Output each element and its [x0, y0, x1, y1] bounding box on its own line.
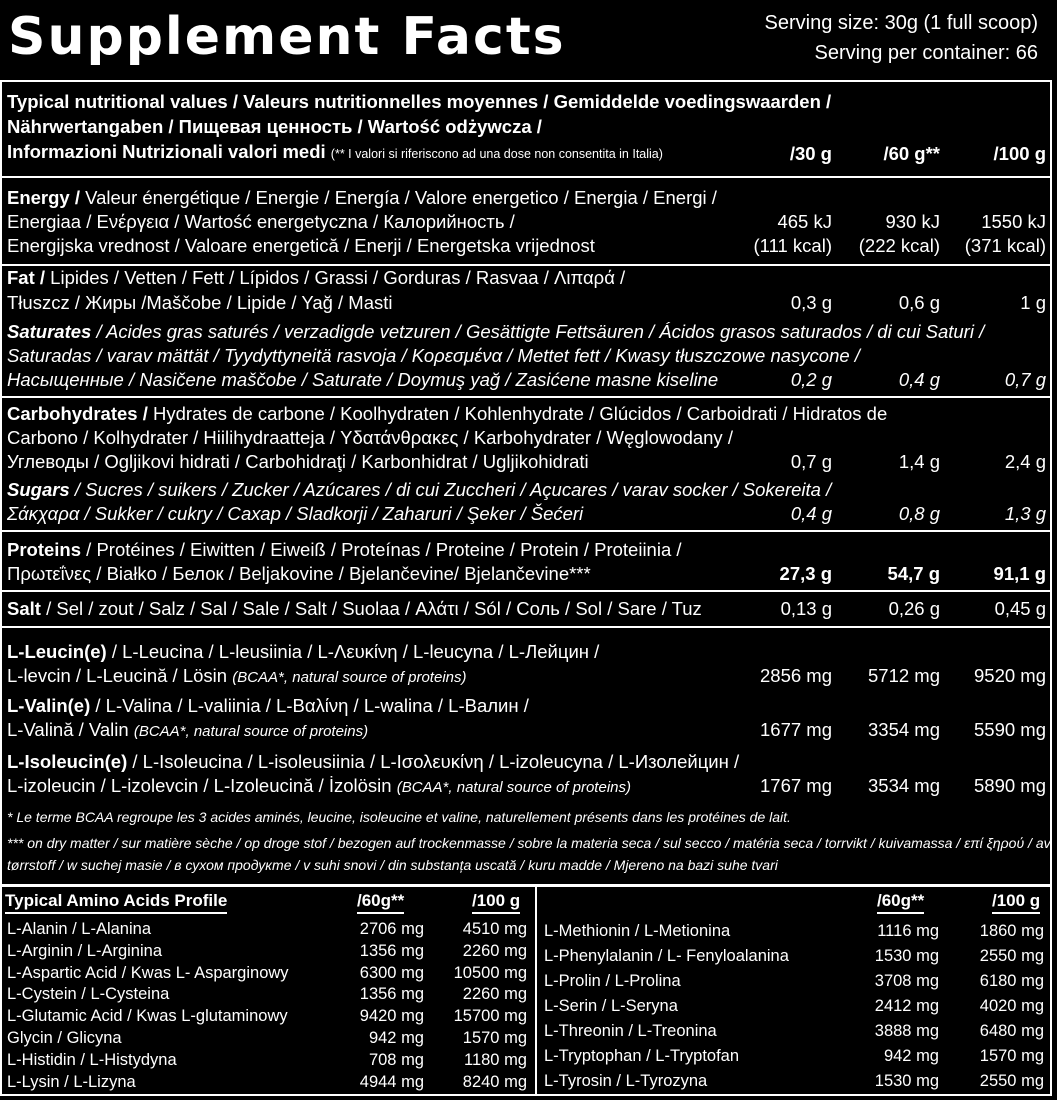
leucin-label: L-Leucin(e) — [7, 641, 107, 662]
proteins-text-1: / Protéines / Eiwitten / Eiweiß / Proteínas / Proteine / Protein / Proteiinia / — [81, 539, 682, 560]
saturates-60: 0,4 g — [898, 369, 940, 390]
amino-value-60g: 2412 mg — [874, 997, 939, 1015]
amino-value-60g: 1530 mg — [874, 1072, 939, 1090]
isoleucin-text-2: L-izoleucin / L-izolevcin / L-Izoleucină / İzolösin — [7, 775, 397, 796]
energy-label: Energy / — [7, 187, 80, 208]
divider — [2, 176, 1050, 178]
amino-value-60g: 942 mg — [368, 1029, 424, 1047]
fat-label: Fat / — [7, 267, 46, 288]
energy-kcal-30: (111 kcal) — [753, 235, 832, 256]
sugars-line-1 — [7, 478, 831, 502]
amino-acids-profile — [0, 884, 1052, 1096]
isoleucin-line-1 — [7, 750, 739, 774]
proteins-line-1 — [7, 538, 682, 562]
proteins-label: Proteins — [7, 539, 82, 560]
carbs-line-3: Углеводы / Ogljikovi hidrati / Carbohidraţi / Karbonhidrat / Ugljikohidrati — [7, 451, 589, 472]
amino-value-100g: 2550 mg — [979, 947, 1044, 965]
amino-row — [2, 1005, 535, 1027]
amino-left-col-60: /60g** — [357, 890, 404, 914]
salt-line-1 — [7, 597, 702, 621]
amino-row — [539, 1045, 1050, 1067]
valin-line-2 — [7, 718, 368, 744]
amino-name: L-Phenylalanin / L- Fenyloalanina — [544, 947, 789, 965]
amino-value-60g: 2706 mg — [359, 920, 424, 938]
proteins-line-2: Πρωτεΐνες / Białko / Белок / Beljakovine / Bjelančevine/ Bjelančevine*** — [7, 563, 591, 584]
carbs-line-2: Carbono / Kolhydrater / Hiilihydraatteja / Υδατάνθρακες / Karbohydrater / Węglowodany / — [7, 427, 733, 448]
amino-name: L-Tyrosin / L-Tyrozyna — [544, 1072, 708, 1090]
saturates-30: 0,2 g — [790, 369, 832, 390]
column-header-100g: /100 g — [993, 143, 1046, 164]
amino-value-60g: 6300 mg — [359, 963, 424, 982]
saturates-line-3: Насыщенные / Nasičene maščobe / Saturate / Doymuş yağ / Zasićene masne kiseline — [7, 369, 719, 390]
amino-value-100g: 8240 mg — [462, 1072, 527, 1091]
amino-row — [2, 1071, 535, 1093]
amino-value-60g: 9420 mg — [359, 1007, 424, 1026]
saturates-line-2: Saturadas / varav mättät / Tyydyttyneitä rasvoja / Κορεσμένα / Mettet fett / Kwasy tłuszczowe nasycone / — [7, 345, 860, 366]
amino-row — [539, 945, 1050, 967]
leucin-text-1: / L-Leucina / L-leusiinia / L-Λευκίνη / L-leucyna / L-Лейцин / — [106, 641, 600, 662]
sugars-line-2: Σάκχαρα / Sukker / cukry / Сахар / Sladkorji / Zaharuri / Şeker / Šećeri — [7, 503, 584, 524]
amino-value-60g: 4944 mg — [359, 1072, 424, 1091]
amino-name: L-Cystein / L-Cysteina — [7, 985, 170, 1004]
amino-name: Glycin / Glicyna — [7, 1029, 122, 1047]
carbs-label: Carbohydrates / — [7, 403, 148, 424]
amino-value-60g: 942 mg — [883, 1047, 939, 1065]
sugars-60: 0,8 g — [898, 503, 940, 524]
amino-value-60g: 1356 mg — [359, 985, 424, 1004]
proteins-30: 27,3 g — [779, 563, 832, 584]
proteins-100: 91,1 g — [993, 563, 1046, 584]
amino-value-100g: 4020 mg — [979, 997, 1044, 1015]
serving-size: Serving size: 30g (1 full scoop) — [764, 12, 1038, 34]
isoleucin-60: 3534 mg — [868, 775, 940, 796]
divider — [2, 590, 1050, 592]
divider — [2, 530, 1050, 532]
salt-30: 0,13 g — [780, 598, 832, 619]
amino-right-col-60: /60g** — [877, 890, 924, 914]
leucin-bcaa-note: (BCAA*, natural source of proteins) — [232, 669, 467, 686]
fat-100: 1 g — [1020, 292, 1046, 313]
amino-value-100g: 15700 mg — [453, 1007, 527, 1026]
valin-100: 5590 mg — [974, 719, 1046, 740]
energy-kj-60: 930 kJ — [885, 211, 940, 232]
amino-value-100g: 1180 mg — [464, 1050, 527, 1069]
amino-row — [539, 995, 1050, 1017]
amino-right-col-100: /100 g — [992, 890, 1040, 914]
amino-name: L-Serin / L-Seryna — [544, 997, 678, 1015]
leucin-60: 5712 mg — [868, 665, 940, 686]
amino-row — [539, 920, 1050, 942]
amino-row — [539, 1070, 1050, 1092]
divider — [2, 626, 1050, 628]
amino-value-60g: 3708 mg — [874, 972, 939, 990]
amino-row — [2, 940, 535, 962]
dry-matter-footnote-1: *** on dry matter / sur matière sèche / op droge stof / bezogen auf trockenmasse / sobre la materia seca / sul secco / matéria seca / torrvikt / kuivamassa / επί ξηρού / av — [7, 835, 1051, 851]
amino-row — [2, 962, 535, 984]
divider — [2, 396, 1050, 398]
amino-value-100g: 6480 mg — [979, 1022, 1044, 1040]
fat-text-1: Lipides / Vetten / Fett / Lípidos / Grassi / Gorduras / Rasvaa / Λιπαρά / — [45, 267, 626, 288]
amino-value-60g: 1530 mg — [874, 947, 939, 965]
amino-value-60g: 1356 mg — [359, 941, 424, 960]
typical-line-3 — [7, 140, 663, 166]
valin-30: 1677 mg — [760, 719, 832, 740]
amino-value-100g: 6180 mg — [979, 972, 1044, 990]
column-header-30g: /30 g — [789, 143, 832, 164]
amino-row — [539, 1020, 1050, 1042]
typical-line-3-label: Informazioni Nutrizionali valori medi — [7, 141, 326, 162]
amino-row — [2, 918, 535, 940]
salt-text-1: / Sel / zout / Salz / Sal / Sale / Salt / Suolaa / Αλάτι / Sól / Соль / Sol / Sare / Tuz — [40, 598, 702, 619]
amino-value-100g: 10500 mg — [453, 963, 527, 982]
fat-30: 0,3 g — [790, 292, 832, 313]
carbs-line-1 — [7, 402, 887, 426]
salt-100: 0,45 g — [994, 598, 1046, 619]
valin-line-1 — [7, 694, 529, 718]
amino-name: L-Lysin / L-Lizyna — [7, 1072, 136, 1091]
proteins-60: 54,7 g — [887, 563, 940, 584]
amino-column-right — [539, 886, 1050, 1094]
carbs-30: 0,7 g — [790, 451, 832, 472]
amino-left-col-100: /100 g — [472, 890, 520, 914]
saturates-label: Saturates — [7, 321, 92, 342]
saturates-100: 0,7 g — [1004, 369, 1046, 390]
amino-value-100g: 2260 mg — [462, 941, 527, 960]
energy-kcal-100: (371 kcal) — [964, 235, 1046, 256]
serving-per-container: Serving per container: 66 — [814, 42, 1038, 64]
amino-name: L-Threonin / L-Treonina — [544, 1022, 717, 1040]
isoleucin-label: L-Isoleucin(e) — [7, 751, 128, 772]
column-header-60g: /60 g** — [883, 143, 940, 164]
amino-value-100g: 2550 mg — [979, 1072, 1044, 1090]
amino-value-60g: 3888 mg — [874, 1022, 939, 1040]
amino-value-60g: 708 mg — [368, 1050, 424, 1069]
sugars-100: 1,3 g — [1004, 503, 1046, 524]
bcaa-footnote: * Le terme BCAA regroupe les 3 acides aminés, leucine, isoleucine et valine, naturellement présents dans les protéines de lait. — [7, 809, 791, 825]
carbs-60: 1,4 g — [898, 451, 940, 472]
leucin-line-2 — [7, 664, 467, 690]
leucin-30: 2856 mg — [760, 665, 832, 686]
amino-value-100g: 1860 mg — [979, 922, 1044, 940]
energy-kj-100: 1550 kJ — [981, 211, 1046, 232]
amino-name: L-Arginin / L-Arginina — [7, 941, 162, 960]
energy-kj-30: 465 kJ — [777, 211, 832, 232]
fat-line-1 — [7, 266, 625, 290]
amino-value-100g: 1570 mg — [979, 1047, 1044, 1065]
amino-name: L-Histidin / L-Histydyna — [7, 1050, 177, 1069]
sugars-text-1: / Sucres / suikers / Zucker / Azúcares / di cui Zuccheri / Açucares / varav socker / Sokereita / — [69, 479, 832, 500]
amino-value-60g: 1116 mg — [877, 922, 939, 940]
carbs-100: 2,4 g — [1004, 451, 1046, 472]
amino-name: L-Glutamic Acid / Kwas L-glutaminowy — [7, 1007, 288, 1026]
leucin-text-2: L-levcin / L-Leucină / Lösin — [7, 665, 233, 686]
amino-name: L-Prolin / L-Prolina — [544, 972, 681, 990]
supplement-facts-header — [0, 0, 1052, 80]
amino-column-left — [2, 886, 537, 1094]
amino-value-100g: 4510 mg — [462, 920, 527, 938]
saturates-text-1: / Acides gras saturés / verzadigde vetzuren / Gesättigte Fettsäuren / Ácidos grasos saturados / di cui Saturi / — [91, 321, 985, 342]
valin-text-1: / L-Valina / L-valiinia / L-Βαλίνη / L-walina / L-Валин / — [90, 695, 529, 716]
salt-label: Salt — [7, 598, 41, 619]
valin-bcaa-note: (BCAA*, natural source of proteins) — [133, 723, 369, 740]
isoleucin-100: 5890 mg — [974, 775, 1046, 796]
energy-kcal-60: (222 kcal) — [858, 235, 940, 256]
page-title: Supplement Facts — [8, 7, 566, 67]
amino-row — [2, 983, 535, 1005]
sugars-30: 0,4 g — [790, 503, 832, 524]
isoleucin-30: 1767 mg — [760, 775, 832, 796]
amino-row — [2, 1027, 535, 1049]
amino-name: L-Alanin / L-Alanina — [7, 920, 152, 938]
energy-line-3: Energijska vrednost / Valoare energetică / Enerji / Energetska vrijednost — [7, 235, 595, 256]
amino-name: L-Aspartic Acid / Kwas L- Asparginowy — [7, 963, 289, 982]
nutrition-table — [0, 80, 1052, 887]
leucin-100: 9520 mg — [974, 665, 1046, 686]
energy-line-1 — [7, 186, 717, 210]
fat-line-2: Tłuszcz / Жиры /Maščobe / Lipide / Yağ / Masti — [7, 292, 393, 313]
typical-line-1: Typical nutritional values / Valeurs nutritionnelles moyennes / Gemiddelde voedingswaarden / — [7, 91, 832, 112]
amino-name: L-Methionin / L-Metionina — [544, 922, 731, 940]
sugars-label: Sugars — [7, 479, 70, 500]
valin-label: L-Valin(e) — [7, 695, 91, 716]
saturates-line-1 — [7, 320, 984, 344]
dry-matter-footnote-2: tørrstoff / w suchej masie / в сухом продукте / v suhi snovi / din substanța uscată / kuru madde / Mjereno na bazi suhe tvari — [7, 857, 778, 873]
amino-title: Typical Amino Acids Profile — [5, 890, 227, 914]
isoleucin-line-2 — [7, 774, 631, 800]
amino-name: L-Tryptophan / L-Tryptofan — [544, 1047, 740, 1065]
leucin-line-1 — [7, 640, 599, 664]
carbs-text-1: Hydrates de carbone / Koolhydraten / Kohlenhydrate / Glúcidos / Carboidrati / Hidratos de — [147, 403, 888, 424]
fat-60: 0,6 g — [898, 292, 940, 313]
isoleucin-bcaa-note: (BCAA*, natural source of proteins) — [396, 779, 631, 796]
typical-line-2: Nährwertangaben / Пищевая ценность / Wartość odżywcza / — [7, 116, 542, 137]
valin-60: 3354 mg — [868, 719, 940, 740]
isoleucin-text-1: / L-Isoleucina / L-isoleusiinia / L-Ισολευκίνη / L-izoleucyna / L-Изолейцин / — [127, 751, 740, 772]
energy-line-2: Energiaa / Ενέργεια / Wartość energetyczna / Калорийность / — [7, 211, 515, 232]
amino-value-100g: 1570 mg — [462, 1029, 527, 1047]
typical-note: (** I valori si riferiscono ad una dose non consentita in Italia) — [330, 147, 663, 161]
valin-text-2: L-Valină / Valin — [7, 719, 134, 740]
salt-60: 0,26 g — [888, 598, 940, 619]
energy-text-1: Valeur énergétique / Energie / Energía / Valore energetico / Energia / Energi / — [80, 187, 717, 208]
amino-row — [539, 970, 1050, 992]
amino-row — [2, 1049, 535, 1071]
amino-value-100g: 2260 mg — [462, 985, 527, 1004]
